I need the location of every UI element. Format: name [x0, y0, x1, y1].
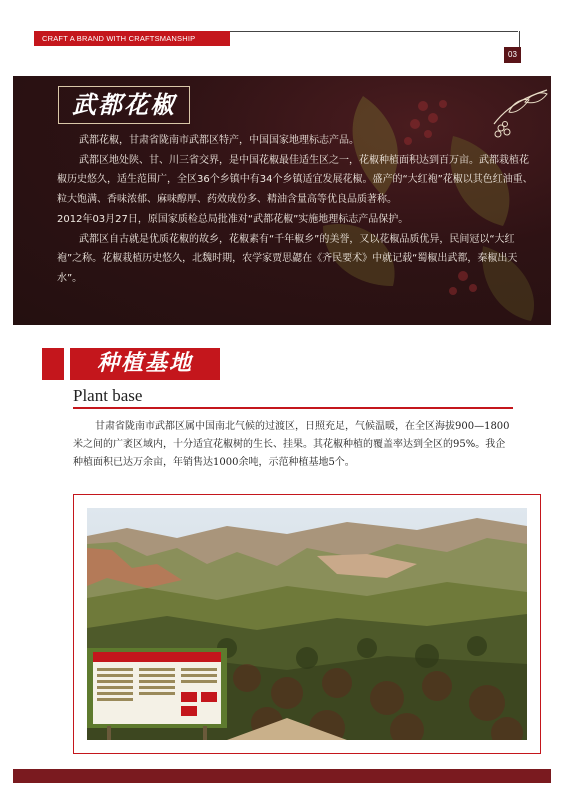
- page-number-connector: [519, 31, 520, 47]
- section-body: 甘肃省陇南市武都区属中国南北气候的过渡区，日照充足，气候温暖，在全区海拔900—1800米之间的广袤区域内，十分适宜花椒树的生长、挂果。其花椒种植的覆盖率达到全区的95%。我企种植面积已达万余亩，年销售达1000余吨，示范种植基地5个。: [73, 421, 510, 468]
- plantation-photo: [87, 508, 527, 740]
- intro-paragraph: 2012年03月27日，原国家质检总局批准对“武都花椒”实施地理标志产品保护。: [57, 213, 409, 225]
- section-marker: [42, 348, 64, 380]
- photo-frame: [73, 494, 541, 754]
- header-tagline-bar: [34, 31, 230, 46]
- intro-panel: [13, 76, 551, 325]
- section-rule: [73, 407, 513, 409]
- intro-paragraph: 武都区地处陕、甘、川三省交界，是中国花椒最佳适生区之一，花椒种植面积达到百万亩。武都栽植花椒历史悠久，适生范围广，全区36个乡镇中有34个乡镇适宜发展花椒。盛产的“大红袍”花椒以其色红油重、粒大饱满、香味浓郁、麻味醇厚、药效成份多、精油含量高等优良品质著称。: [57, 154, 533, 206]
- intro-text: [57, 131, 537, 289]
- section-title: 种植基地: [70, 348, 220, 380]
- page-number: 03: [504, 47, 521, 63]
- header-rule: [230, 31, 518, 32]
- section-subtitle: Plant base: [73, 386, 143, 405]
- header-tagline: CRAFT A BRAND WITH CRAFTSMANSHIP: [42, 34, 196, 43]
- intro-paragraph: 武都花椒，甘肃省陇南市武都区特产，中国国家地理标志产品。: [79, 135, 359, 146]
- intro-paragraph: 武都区自古就是优质花椒的故乡，花椒素有“千年椒乡”的美誉，又以花椒品质优异，民间冠以“大红袍”之称。花椒栽植历史悠久，北魏时期，农学家贾思勰在《齐民要术》中就记载“蜀椒出武都，秦椒出天水”。: [57, 233, 518, 284]
- footer-bar: [13, 769, 551, 783]
- intro-title: 武都花椒: [58, 86, 190, 124]
